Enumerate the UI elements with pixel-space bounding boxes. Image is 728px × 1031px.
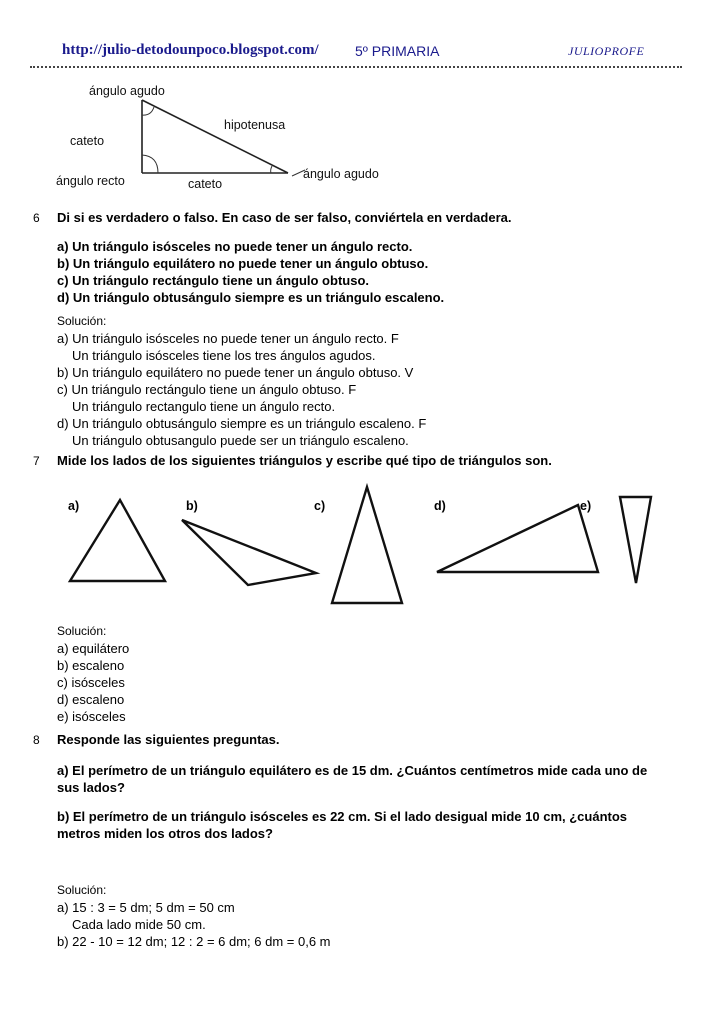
q7-answers xyxy=(57,640,129,725)
q7-answer: a) equilátero xyxy=(57,641,130,656)
label-acute-top: ángulo agudo xyxy=(89,84,165,98)
q6-solution-line: b) Un triángulo equilátero no puede tener un ángulo obtuso. V xyxy=(57,365,414,380)
q8-part-b-line: metros miden los otros dos lados? xyxy=(57,826,273,841)
q7-answer: c) isósceles xyxy=(57,675,125,690)
q8-part-a-line: sus lados? xyxy=(57,780,125,795)
q6-solution-line: Un triángulo rectangulo tiene un ángulo recto. xyxy=(72,399,336,414)
q6-solution-line: Un triángulo obtusangulo puede ser un triángulo escaleno. xyxy=(72,433,409,448)
q6-solution-line: a) Un triángulo isósceles no puede tener un ángulo recto. F xyxy=(57,331,399,346)
q7-answer: b) escaleno xyxy=(57,658,125,673)
q6-solution-line: d) Un triángulo obtusángulo siempre es un triángulo escaleno. F xyxy=(57,416,427,431)
triangle-c xyxy=(332,487,402,603)
triangle-label-a: a) xyxy=(68,499,80,513)
q6-prompt: Di si es verdadero o falso. En caso de ser falso, conviértela en verdadera. xyxy=(57,210,512,225)
q8-part-a-line: a) El perímetro de un triángulo equilátero es de 15 dm. ¿Cuántos centímetros mide cada uno de xyxy=(57,763,648,778)
q8-solution-line: b) 22 - 10 = 12 dm; 12 : 2 = 6 dm; 6 dm = 0,6 m xyxy=(57,934,331,949)
triangle-label-c: c) xyxy=(314,499,326,513)
q8-solution xyxy=(57,899,331,950)
label-right-angle: ángulo recto xyxy=(56,174,125,188)
q6-statement: c) Un triángulo rectángulo tiene un ángulo obtuso. xyxy=(57,273,369,288)
q8-solution-line: a) 15 : 3 = 5 dm; 5 dm = 50 cm xyxy=(57,900,235,915)
header-grade: 5º PRIMARIA xyxy=(355,43,440,59)
q6-statement: a) Un triángulo isósceles no puede tener un ángulo recto. xyxy=(57,239,413,254)
q7-solution-label: Solución: xyxy=(57,624,107,638)
triangle-a xyxy=(70,500,165,581)
q6-solution-line: c) Un triángulo rectángulo tiene un ángulo obtuso. F xyxy=(57,382,357,397)
q8-solution-line: Cada lado mide 50 cm. xyxy=(72,917,206,932)
q8-part-b-line: b) El perímetro de un triángulo isósceles es 22 cm. Si el lado desigual mide 10 cm, ¿cuántos xyxy=(57,809,628,824)
q8-prompt: Responde las siguientes preguntas. xyxy=(57,732,280,747)
q7-answer: e) isósceles xyxy=(57,709,126,724)
triangle-b xyxy=(182,520,316,585)
q8-part-a xyxy=(57,762,647,796)
triangle-d xyxy=(437,505,598,572)
q7-triangles-figure xyxy=(0,480,728,610)
q7-prompt: Mide los lados de los siguientes triángulos y escribe qué tipo de triángulos son. xyxy=(57,453,552,468)
q6-statement: d) Un triángulo obtusángulo siempre es un triángulo escaleno. xyxy=(57,290,445,305)
q6-solution-line: Un triángulo isósceles tiene los tres ángulos agudos. xyxy=(72,348,376,363)
triangle-label-b: b) xyxy=(186,499,198,513)
q6-solution-label: Solución: xyxy=(57,314,107,328)
q6-statements xyxy=(57,238,444,306)
q8-number: 8 xyxy=(33,733,40,747)
triangle-label-d: d) xyxy=(434,499,446,513)
header-author: JULIOPROFE xyxy=(568,44,645,58)
label-hypotenuse: hipotenusa xyxy=(224,118,286,132)
header-url[interactable]: http://julio-detodounpoco.blogspot.com/ xyxy=(62,42,319,58)
label-leg-bottom: cateto xyxy=(188,177,223,191)
header-divider xyxy=(30,66,682,68)
q6-number: 6 xyxy=(33,211,40,225)
q6-statement: b) Un triángulo equilátero no puede tener un ángulo obtuso. xyxy=(57,256,429,271)
q6-solution xyxy=(57,330,426,449)
q8-part-b xyxy=(57,808,627,842)
label-leg-left: cateto xyxy=(70,134,105,148)
q7-number: 7 xyxy=(33,454,40,468)
triangle-label-e: e) xyxy=(580,499,592,513)
label-acute-right: ángulo agudo xyxy=(303,167,379,181)
q7-answer: d) escaleno xyxy=(57,692,125,707)
q8-solution-label: Solución: xyxy=(57,883,107,897)
triangle-e xyxy=(620,497,651,583)
